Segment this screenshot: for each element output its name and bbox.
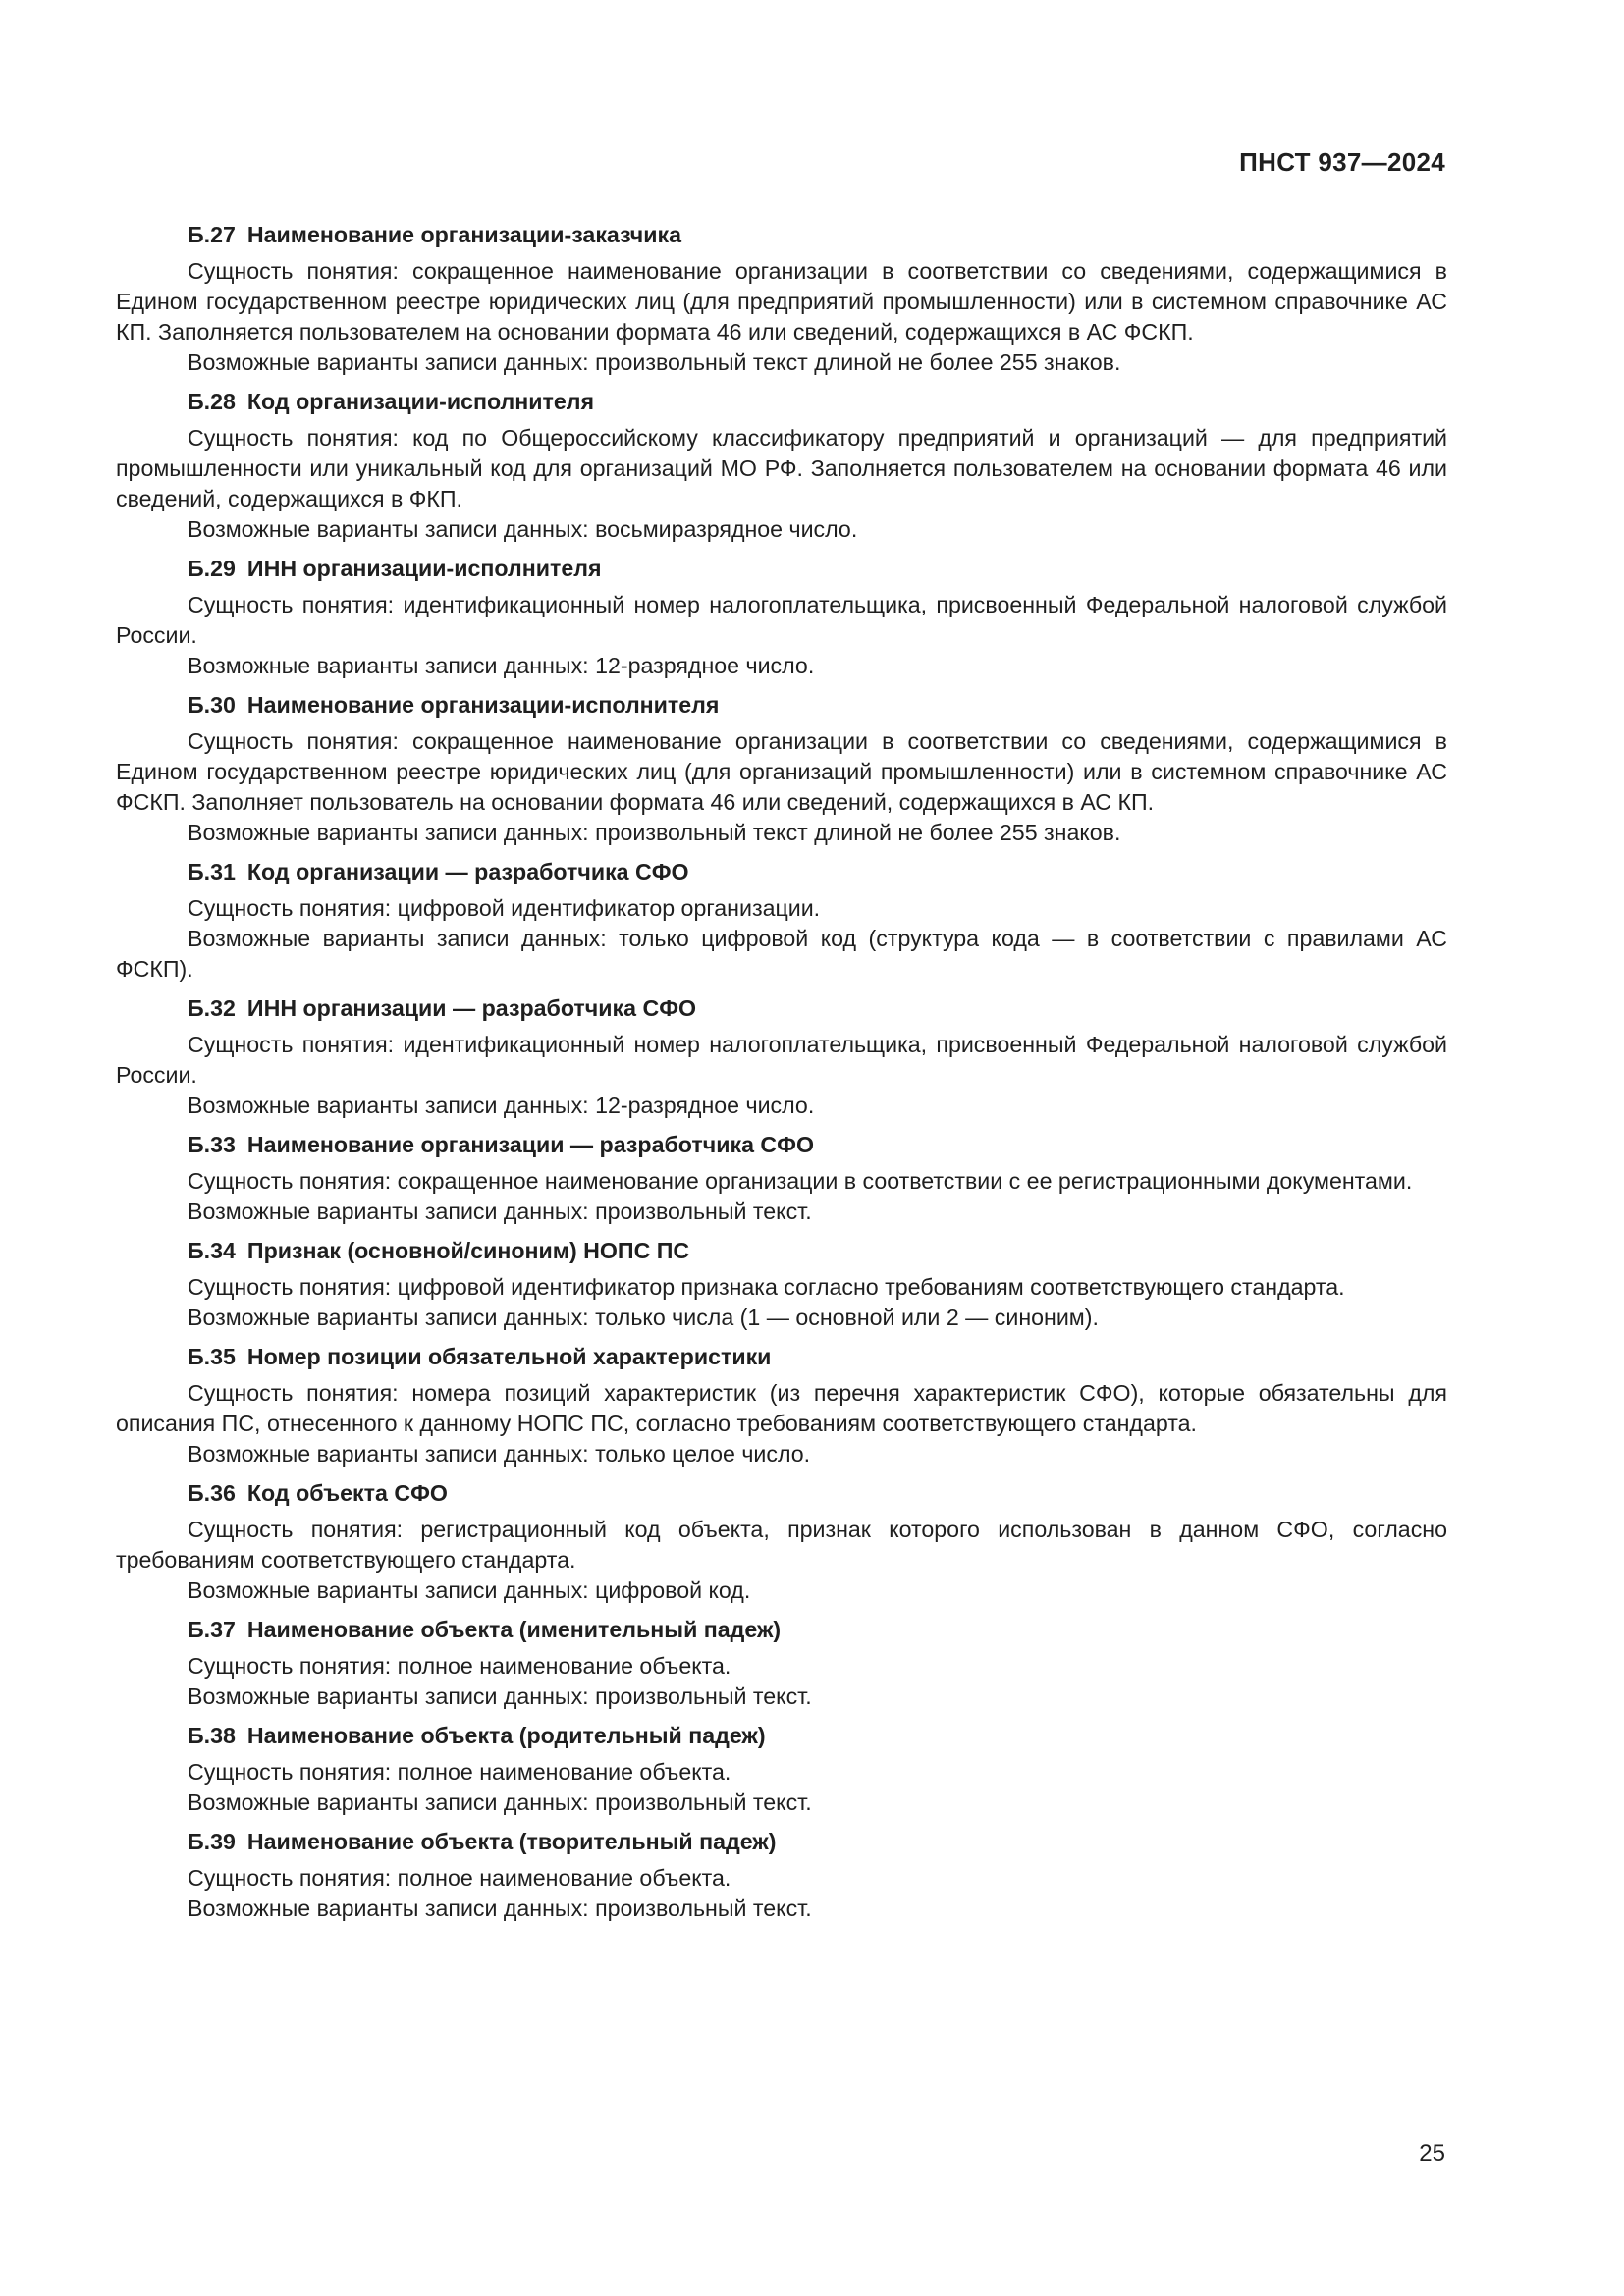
document-body: [116, 220, 1447, 1933]
section-heading: [116, 1236, 1447, 1266]
section-heading: [116, 554, 1447, 584]
section-b35: [116, 1342, 1447, 1469]
definition-paragraph: Сущность понятия: идентификационный номер налогоплательщика, присвоенный Федеральной налоговой службой России.: [116, 592, 1447, 648]
section-title: Код объекта СФО: [246, 1480, 448, 1506]
section-heading: [116, 993, 1447, 1024]
data-format-paragraph: Возможные варианты записи данных: произвольный текст.: [188, 1683, 812, 1709]
section-b31: [116, 857, 1447, 985]
document-code: ПНСТ 937—2024: [1239, 147, 1445, 177]
definition-paragraph: Сущность понятия: цифровой идентификатор организации.: [188, 895, 821, 921]
section-heading: [116, 1721, 1447, 1751]
section-title: Признак (основной/синоним) НОПС ПС: [246, 1238, 690, 1263]
section-number: Б.39: [188, 1829, 236, 1854]
data-format-paragraph: Возможные варианты записи данных: восьмиразрядное число.: [188, 516, 858, 542]
definition-paragraph: Сущность понятия: сокращенное наименование организации в соответствии со сведениями, содержащимися в Едином государственном реестре юридических лиц (для предприятий промышленности) или в системном справочнике АС КП. Заполняется пользователем на основании формата 46 или сведений, содержащихся в АС ФСКП.: [116, 258, 1447, 345]
data-format-paragraph: Возможные варианты записи данных: произвольный текст.: [188, 1199, 812, 1224]
data-format-paragraph: Возможные варианты записи данных: произвольный текст.: [188, 1896, 812, 1921]
section-title: Наименование организации — разработчика СФО: [246, 1132, 814, 1157]
section-heading: [116, 1478, 1447, 1509]
section-number: Б.36: [188, 1480, 236, 1506]
definition-paragraph: Сущность понятия: идентификационный номер налогоплательщика, присвоенный Федеральной налоговой службой России.: [116, 1032, 1447, 1088]
definition-paragraph: Сущность понятия: код по Общероссийскому классификатору предприятий и организаций — для предприятий промышленности или уникальный код для организаций МО РФ. Заполняется пользователем на основании формата 46 или сведений, содержащихся в ФКП.: [116, 425, 1447, 511]
definition-paragraph: Сущность понятия: регистрационный код объекта, признак которого использован в данном СФО, согласно требованиям соответствующего стандарта.: [116, 1517, 1447, 1573]
section-number: Б.31: [188, 859, 236, 884]
definition-paragraph: Сущность понятия: цифровой идентификатор признака согласно требованиям соответствующего стандарта.: [188, 1274, 1345, 1300]
section-number: Б.29: [188, 556, 236, 581]
section-number: Б.28: [188, 389, 236, 414]
section-heading: [116, 1342, 1447, 1372]
section-b37: [116, 1615, 1447, 1712]
section-title: Код организации-исполнителя: [246, 389, 595, 414]
data-format-paragraph: Возможные варианты записи данных: только числа (1 — основной или 2 — синоним).: [188, 1305, 1099, 1330]
section-title: Номер позиции обязательной характеристики: [246, 1344, 772, 1369]
definition-paragraph: Сущность понятия: полное наименование объекта.: [188, 1865, 731, 1891]
data-format-paragraph: Возможные варианты записи данных: только цифровой код (структура кода — в соответствии с правилами АС ФСКП).: [116, 926, 1447, 982]
section-b33: [116, 1130, 1447, 1227]
definition-paragraph: Сущность понятия: номера позиций характеристик (из перечня характеристик СФО), которые обязательны для описания ПС, отнесенного к данному НОПС ПС, согласно требованиям соответствующего стандарта.: [116, 1380, 1447, 1436]
section-title: ИНН организации-исполнителя: [246, 556, 602, 581]
section-heading: [116, 220, 1447, 250]
data-format-paragraph: Возможные варианты записи данных: 12-разрядное число.: [188, 653, 815, 678]
section-heading: [116, 1130, 1447, 1160]
section-b30: [116, 690, 1447, 848]
section-number: Б.38: [188, 1723, 236, 1748]
section-b29: [116, 554, 1447, 681]
section-b38: [116, 1721, 1447, 1818]
section-title: Наименование организации-исполнителя: [246, 692, 720, 718]
section-title: Наименование объекта (именительный падеж): [246, 1617, 782, 1642]
section-b32: [116, 993, 1447, 1121]
definition-paragraph: Сущность понятия: полное наименование объекта.: [188, 1653, 731, 1679]
data-format-paragraph: Возможные варианты записи данных: произвольный текст.: [188, 1789, 812, 1815]
section-title: ИНН организации — разработчика СФО: [246, 995, 697, 1021]
section-heading: [116, 857, 1447, 887]
data-format-paragraph: Возможные варианты записи данных: цифровой код.: [188, 1577, 751, 1603]
section-b28: [116, 387, 1447, 545]
section-number: Б.30: [188, 692, 236, 718]
section-title: Код организации — разработчика СФО: [246, 859, 689, 884]
data-format-paragraph: Возможные варианты записи данных: произвольный текст длиной не более 255 знаков.: [188, 349, 1121, 375]
definition-paragraph: Сущность понятия: сокращенное наименование организации в соответствии с ее регистрационными документами.: [188, 1168, 1413, 1194]
section-title: Наименование организации-заказчика: [246, 222, 681, 247]
section-heading: [116, 1615, 1447, 1645]
data-format-paragraph: Возможные варианты записи данных: произвольный текст длиной не более 255 знаков.: [188, 820, 1121, 845]
definition-paragraph: Сущность понятия: полное наименование объекта.: [188, 1759, 731, 1785]
section-number: Б.34: [188, 1238, 236, 1263]
data-format-paragraph: Возможные варианты записи данных: только целое число.: [188, 1441, 811, 1467]
section-number: Б.35: [188, 1344, 236, 1369]
section-number: Б.32: [188, 995, 236, 1021]
definition-paragraph: Сущность понятия: сокращенное наименование организации в соответствии со сведениями, содержащимися в Едином государственном реестре юридических лиц (для организаций промышленности) или в системном справочнике АС ФСКП. Заполняет пользователь на основании формата 46 или сведений, содержащихся в АС КП.: [116, 728, 1447, 815]
section-b39: [116, 1827, 1447, 1924]
section-number: Б.37: [188, 1617, 236, 1642]
section-number: Б.27: [188, 222, 236, 247]
section-b27: [116, 220, 1447, 378]
section-b34: [116, 1236, 1447, 1333]
page-number: 25: [1419, 2140, 1445, 2166]
section-title: Наименование объекта (творительный падеж): [246, 1829, 777, 1854]
section-b36: [116, 1478, 1447, 1606]
section-heading: [116, 387, 1447, 417]
data-format-paragraph: Возможные варианты записи данных: 12-разрядное число.: [188, 1093, 815, 1118]
section-title: Наименование объекта (родительный падеж): [246, 1723, 766, 1748]
section-heading: [116, 1827, 1447, 1857]
section-heading: [116, 690, 1447, 721]
section-number: Б.33: [188, 1132, 236, 1157]
